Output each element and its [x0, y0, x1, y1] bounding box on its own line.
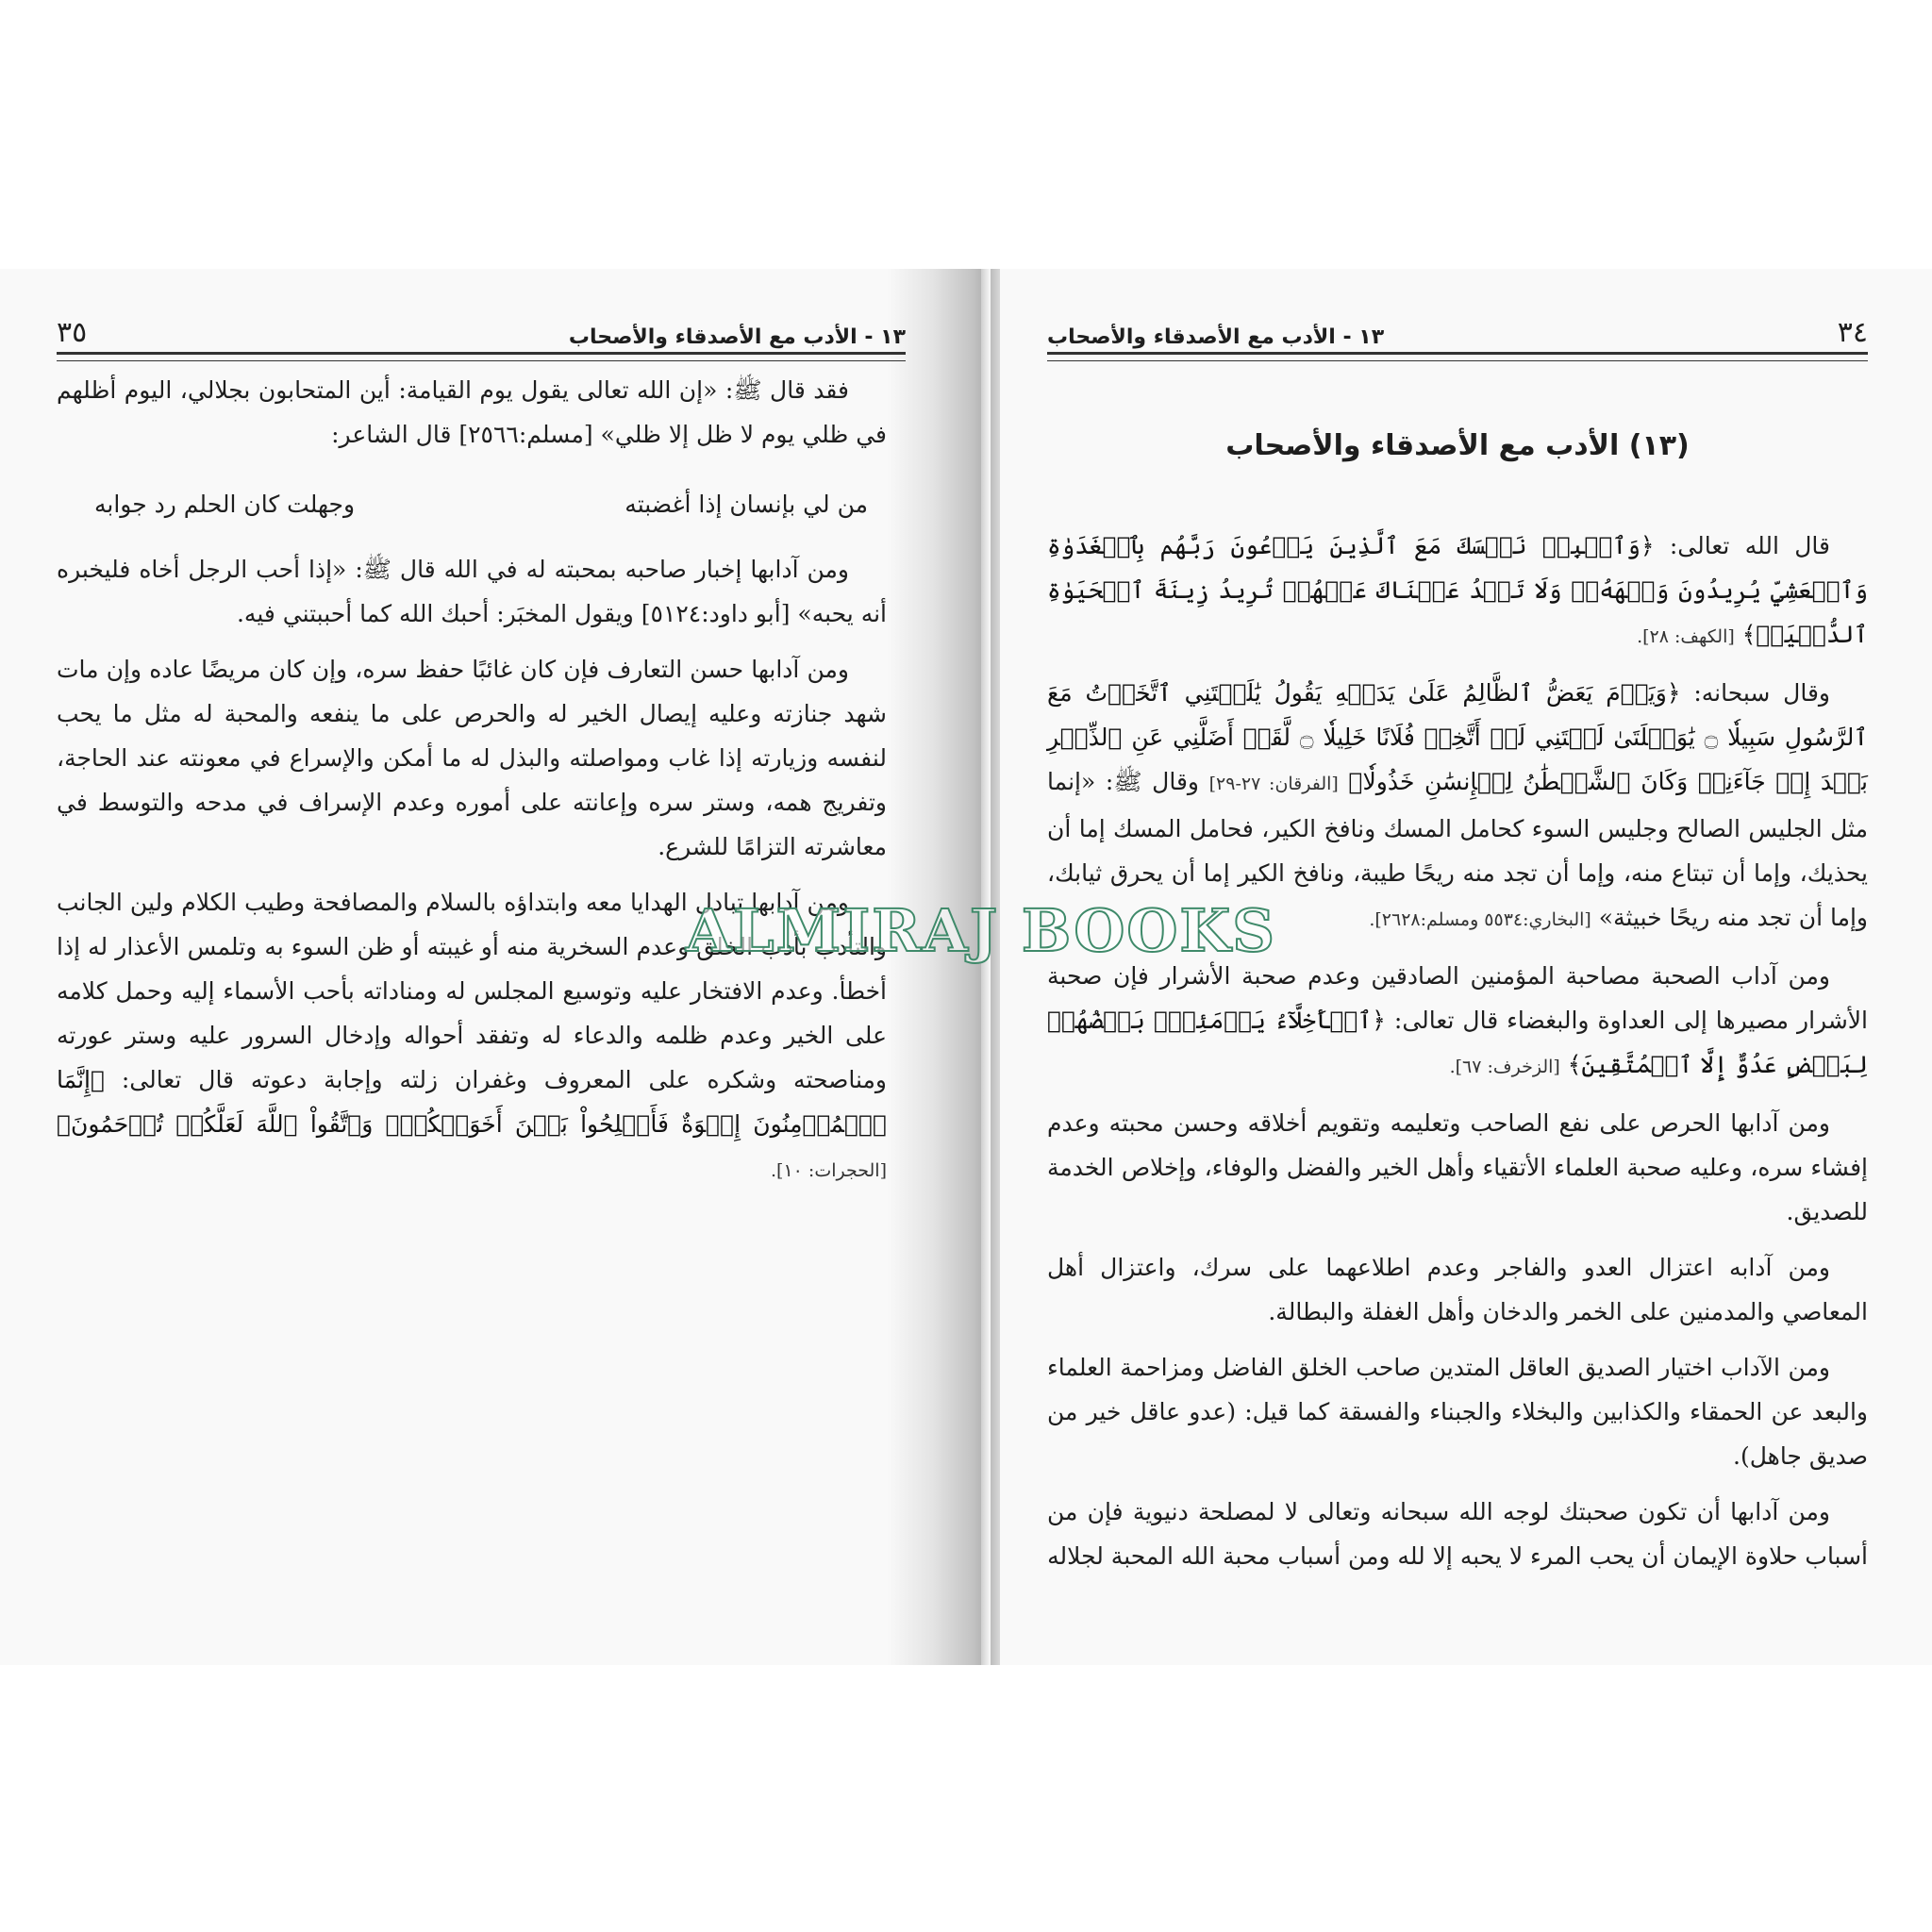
quran-ref-hujurat: [الحجرات: ١٠]. [771, 1160, 887, 1181]
poem-first-hemistich: وجهلت كان الحلم رد جوابه [94, 491, 356, 518]
right-paragraph-6: ومن الآداب اختيار الصديق العاقل المتدين صاحب الخلق الفاضل ومزاحمة العلماء والبعد عن الحمقاء والكذابين والبخلاء والجبناء والفسقة كما قيل: (عدو عاقل خير من صديق جاهل). [1047, 1354, 1868, 1470]
left-paragraph-4-text: ومن آدابها تبادل الهدايا معه وابتداؤه بالسلام والمصافحة وطيب الكلام ولين الجانب والتأدب بأدب الخلق وعدم السخرية منه أو غيبته أو ظن السوء به وتلمس الأعذار له إذا أخطأ. وعدم الافتخار عليه وتوسيع المجلس له ومناداته بأحب الأسماء إليه وحمل كلامه على الخير وعدم ظلمه والدعاء له وتفقد أحواله وإدخال السرور عليه وستر عورته ومناصحته وشكره على المعروف وغفران زلته وإجابة دعوته قال تعالى: [57, 889, 887, 1093]
left-paragraph-2: ومن آدابها إخبار صاحبه بمحبته له في الله قال ﷺ: «إذا أحب الرجل أخاه فليخبره أنه يحبه» [أبو داود:٥١٢٤] ويقول المخبَر: أحبك الله كما أحببتني فيه. [57, 556, 887, 627]
right-header-title: ١٣ - الأدب مع الأصدقاء والأصحاب [1047, 325, 1385, 349]
quran-verse-zukhruf: ﴿ٱلۡأَخِلَّآءُ يَوۡمَئِذِۭ بَعۡضُهُمۡ لِبَعۡضٍ عَدُوٌّ إِلَّا ٱلۡمُتَّقِينَ﴾ [1047, 1007, 1868, 1078]
left-page-text-continued [57, 547, 887, 1193]
quran-verse-furqan: ﴿وَيَوۡمَ يَعَضُّ ٱلظَّالِمُ عَلَىٰ يَدَيۡهِ يَقُولُ يَٰلَيۡتَنِي ٱتَّخَذۡتُ مَعَ ٱلرَّسُولِ سَبِيلٗا ۝ يَٰوَيۡلَتَىٰ لَيۡتَنِي لَمۡ أَتَّخِذۡ فُلَانًا خَلِيلٗا ۝ لَّقَدۡ أَضَلَّنِي عَنِ ٱلذِّكۡرِ بَعۡدَ إِذۡ جَآءَنِيۗ وَكَانَ ٱلشَّيۡطَٰنُ لِلۡإِنسَٰنِ خَذُولٗا﴾ [1047, 679, 1868, 795]
right-page-number: ٣٤ [1837, 316, 1868, 349]
left-page-number: ٣٥ [57, 316, 88, 349]
right-paragraph-1 [1047, 524, 1868, 659]
left-page-header [57, 311, 906, 349]
poem-second-hemistich: من لي بإنسان إذا أغضبته [625, 491, 868, 518]
right-p2-intro: وقال سبحانه: [1693, 679, 1830, 707]
right-paragraph-7: ومن آدابها أن تكون صحبتك لوجه الله سبحانه وتعالى لا لمصلحة دنيوية فإن من أسباب حلاوة الإيمان أن يحب المرء لا يحبه إلا لله ومن أسباب محبة الله المحبة لجلاله [1047, 1498, 1868, 1570]
hadith-musk-ref: [البخاري:٥٥٣٤ ومسلم:٢٦٢٨]. [1369, 909, 1591, 930]
right-paragraph-3 [1047, 954, 1868, 1090]
left-page-text [57, 368, 887, 468]
quran-verse-hujurat: ﴿إِنَّمَا ٱلۡمُؤۡمِنُونَ إِخۡوَةٌ فَأَصۡلِحُواْ بَيۡنَ أَخَوَيۡكُمۡۚ وَٱتَّقُواْ ٱللَّهَ لَعَلَّكُمۡ تُرۡحَمُونَ﴾ [57, 1066, 887, 1138]
right-p1-intro: قال الله تعالى: [1669, 532, 1831, 559]
hadith-musk: وقال ﷺ: «إنما مثل الجليس الصالح وجليس السوء كحامل المسك ونافخ الكير، فحامل المسك إما أن يحذيك، وإما أن تبتاع منه، وإما أن تجد منه ريحًا طيبة، ونافخ الكير إما أن يحرق ثيابك، وإما أن تجد منه ريحًا خبيثة» [1047, 768, 1868, 931]
right-header-rule [1047, 352, 1868, 361]
right-page-header [1047, 311, 1868, 349]
right-paragraph-5: ومن آدابه اعتزال العدو والفاجر وعدم اطلاعهما على سرك، واعتزال أهل المعاصي والمدمنين على الخمر والدخان وأهل الغفلة والبطالة. [1047, 1254, 1868, 1325]
poem-verse [94, 491, 868, 518]
quran-ref-zukhruf: [الزخرف: ٦٧]. [1449, 1057, 1560, 1077]
left-header-title: ١٣ - الأدب مع الأصدقاء والأصحاب [568, 325, 906, 349]
left-header-rule [57, 352, 906, 361]
right-p3-text: ومن آداب الصحبة مصاحبة المؤمنين الصادقين وعدم صحبة الأشرار فإن صحبة الأشرار مصيرها إلى العداوة والبغضاء قال تعالى: [1047, 962, 1869, 1034]
quran-ref-furqan: [الفرقان: ٢٧-٢٩] [1208, 774, 1339, 794]
right-page-text [1047, 524, 1868, 1590]
chapter-title: (١٣) الأدب مع الأصدقاء والأصحاب [1225, 429, 1690, 462]
right-paragraph-4: ومن آدابها الحرص على نفع الصاحب وتعليمه وتقويم أخلاقه وحسن محبته وعدم إفشاء سره، وعليه صحبة العلماء الأتقياء وأهل الخير والفضل والوفاء، وإخلاص الخدمة للصديق. [1047, 1109, 1868, 1225]
left-paragraph-1: فقد قال ﷺ: «إن الله تعالى يقول يوم القيامة: أين المتحابون بجلالي، اليوم أظلهم في ظلي يوم لا ظل إلا ظلي» [مسلم:٢٥٦٦] قال الشاعر: [57, 376, 887, 448]
quran-ref-kahf: [الكهف: ٢٨]. [1637, 626, 1735, 647]
left-paragraph-3: ومن آدابها حسن التعارف فإن كان غائبًا حفظ سره، وإن كان مريضًا عاده وإن مات شهد جنازته وعليه إيصال الخير له والحرص على ما ينفعه والمحبة له مثل ما يحب لنفسه وزيارته إذا غاب ومواصلته والبذل له ما أمكن والإسراع في معونته عند الحاجة، وتفريج همه، وستر سره وإعانته على أموره وعدم الإسراف في مدحه والتوسط في معاشرته التزامًا للشرع. [57, 656, 887, 860]
quran-verse-kahf: ﴿وَٱصۡبِرۡ نَفۡسَكَ مَعَ ٱلَّذِينَ يَدۡعُونَ رَبَّهُم بِٱلۡغَدَوٰةِ وَٱلۡعَشِيِّ يُرِيدُونَ وَجۡهَهُۥۖ وَلَا تَعۡدُ عَيۡنَاكَ عَنۡهُمۡ تُرِيدُ زِينَةَ ٱلۡحَيَوٰةِ ٱلدُّنۡيَاۖ﴾ [1047, 532, 1868, 648]
watermark-logo: ALMIRAJ BOOKS [685, 896, 1277, 965]
gutter-edge [981, 269, 991, 1665]
